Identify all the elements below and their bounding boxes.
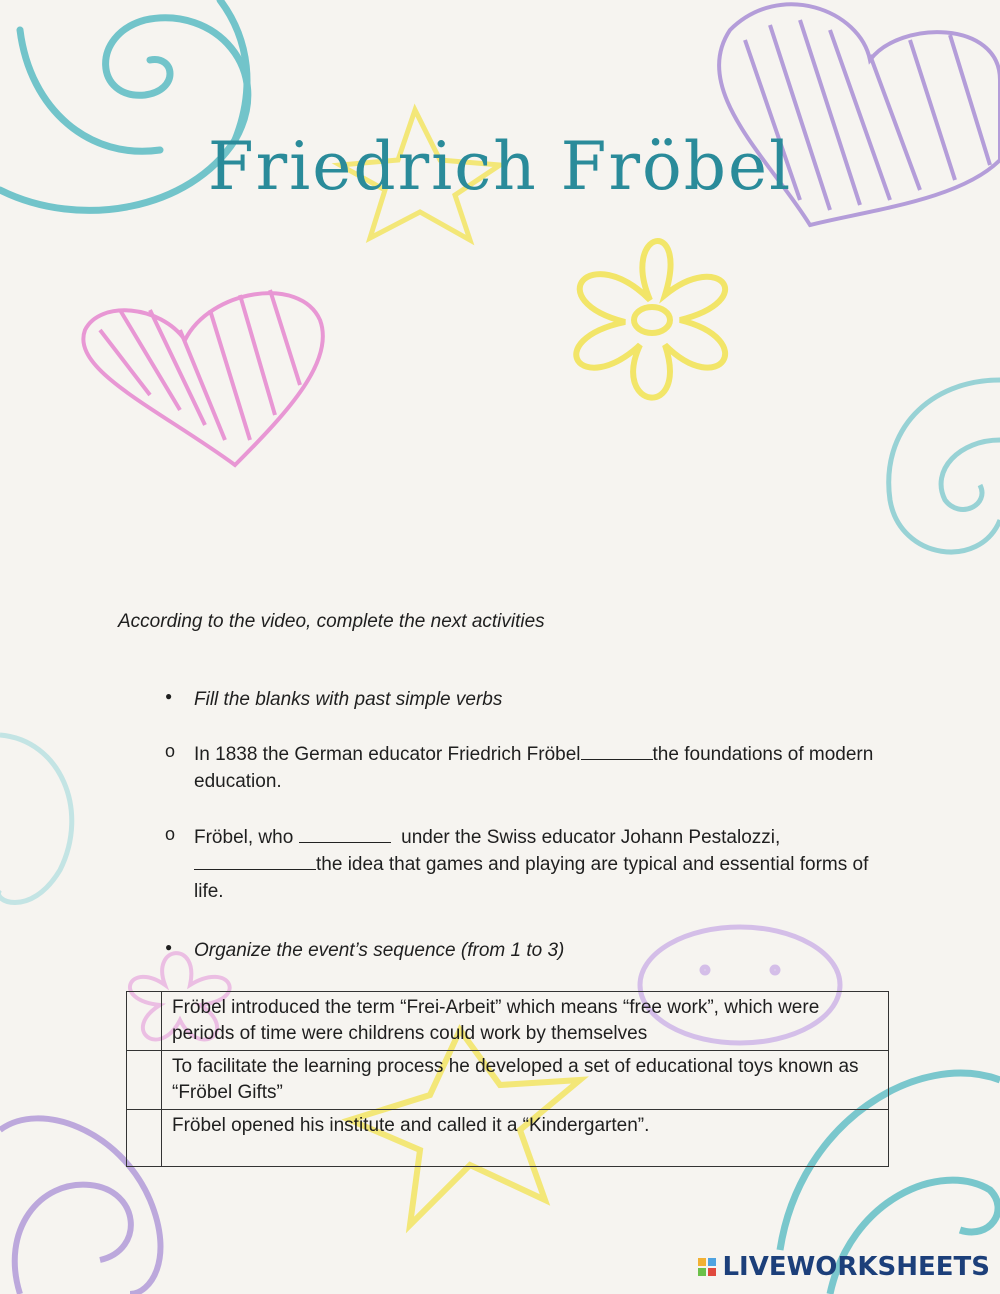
logo-text: LIVEWORKSHEETS [722,1252,990,1282]
sentence-1-after: the foundations of modern education. [194,744,874,792]
sentence-1-before: In 1838 the German educator Friedrich Fröbel [194,744,581,765]
task1-heading: Fill the blanks with past simple verbs [194,689,503,710]
bullet-icon [165,937,185,959]
circle-bullet-icon [165,741,185,763]
page-title: Friedrich Fröbel [207,128,793,205]
table-row [127,1051,889,1110]
sentence-2-after: the idea that games and playing are typical and essential forms of life. [194,854,869,902]
event-text-1: Fröbel introduced the term “Frei-Arbeit” which means “free work”, which were periods of time were childrens could work by themselves [162,992,889,1051]
order-input-3[interactable] [127,1110,162,1167]
sentence-2-before: Fröbel, who [194,827,294,848]
order-input-2[interactable] [127,1051,162,1110]
liveworksheets-logo[interactable] [698,1252,990,1282]
order-input-1[interactable] [127,992,162,1051]
blank-1[interactable] [581,741,653,760]
blank-3[interactable] [194,851,316,870]
sentence-2-text [194,824,884,905]
blank-2[interactable] [299,824,391,843]
table-row [127,992,889,1051]
sentence-2-middle: under the Swiss educator Johann Pestalozzi, [401,827,781,848]
circle-bullet-icon [165,824,185,846]
table-row [127,1110,889,1167]
event-text-2: To facilitate the learning process he developed a set of educational toys known as “Fröbel Gifts” [162,1051,889,1110]
instructions: According to the video, complete the next activities [118,611,545,632]
logo-blocks-icon [698,1258,716,1276]
sentence-1-text [194,741,884,795]
bullet-icon [165,686,185,708]
sequence-table [126,991,889,1167]
task2-heading: Organize the event’s sequence (from 1 to 3) [194,940,565,961]
event-text-3: Fröbel opened his institute and called it a “Kindergarten”. [162,1110,889,1167]
